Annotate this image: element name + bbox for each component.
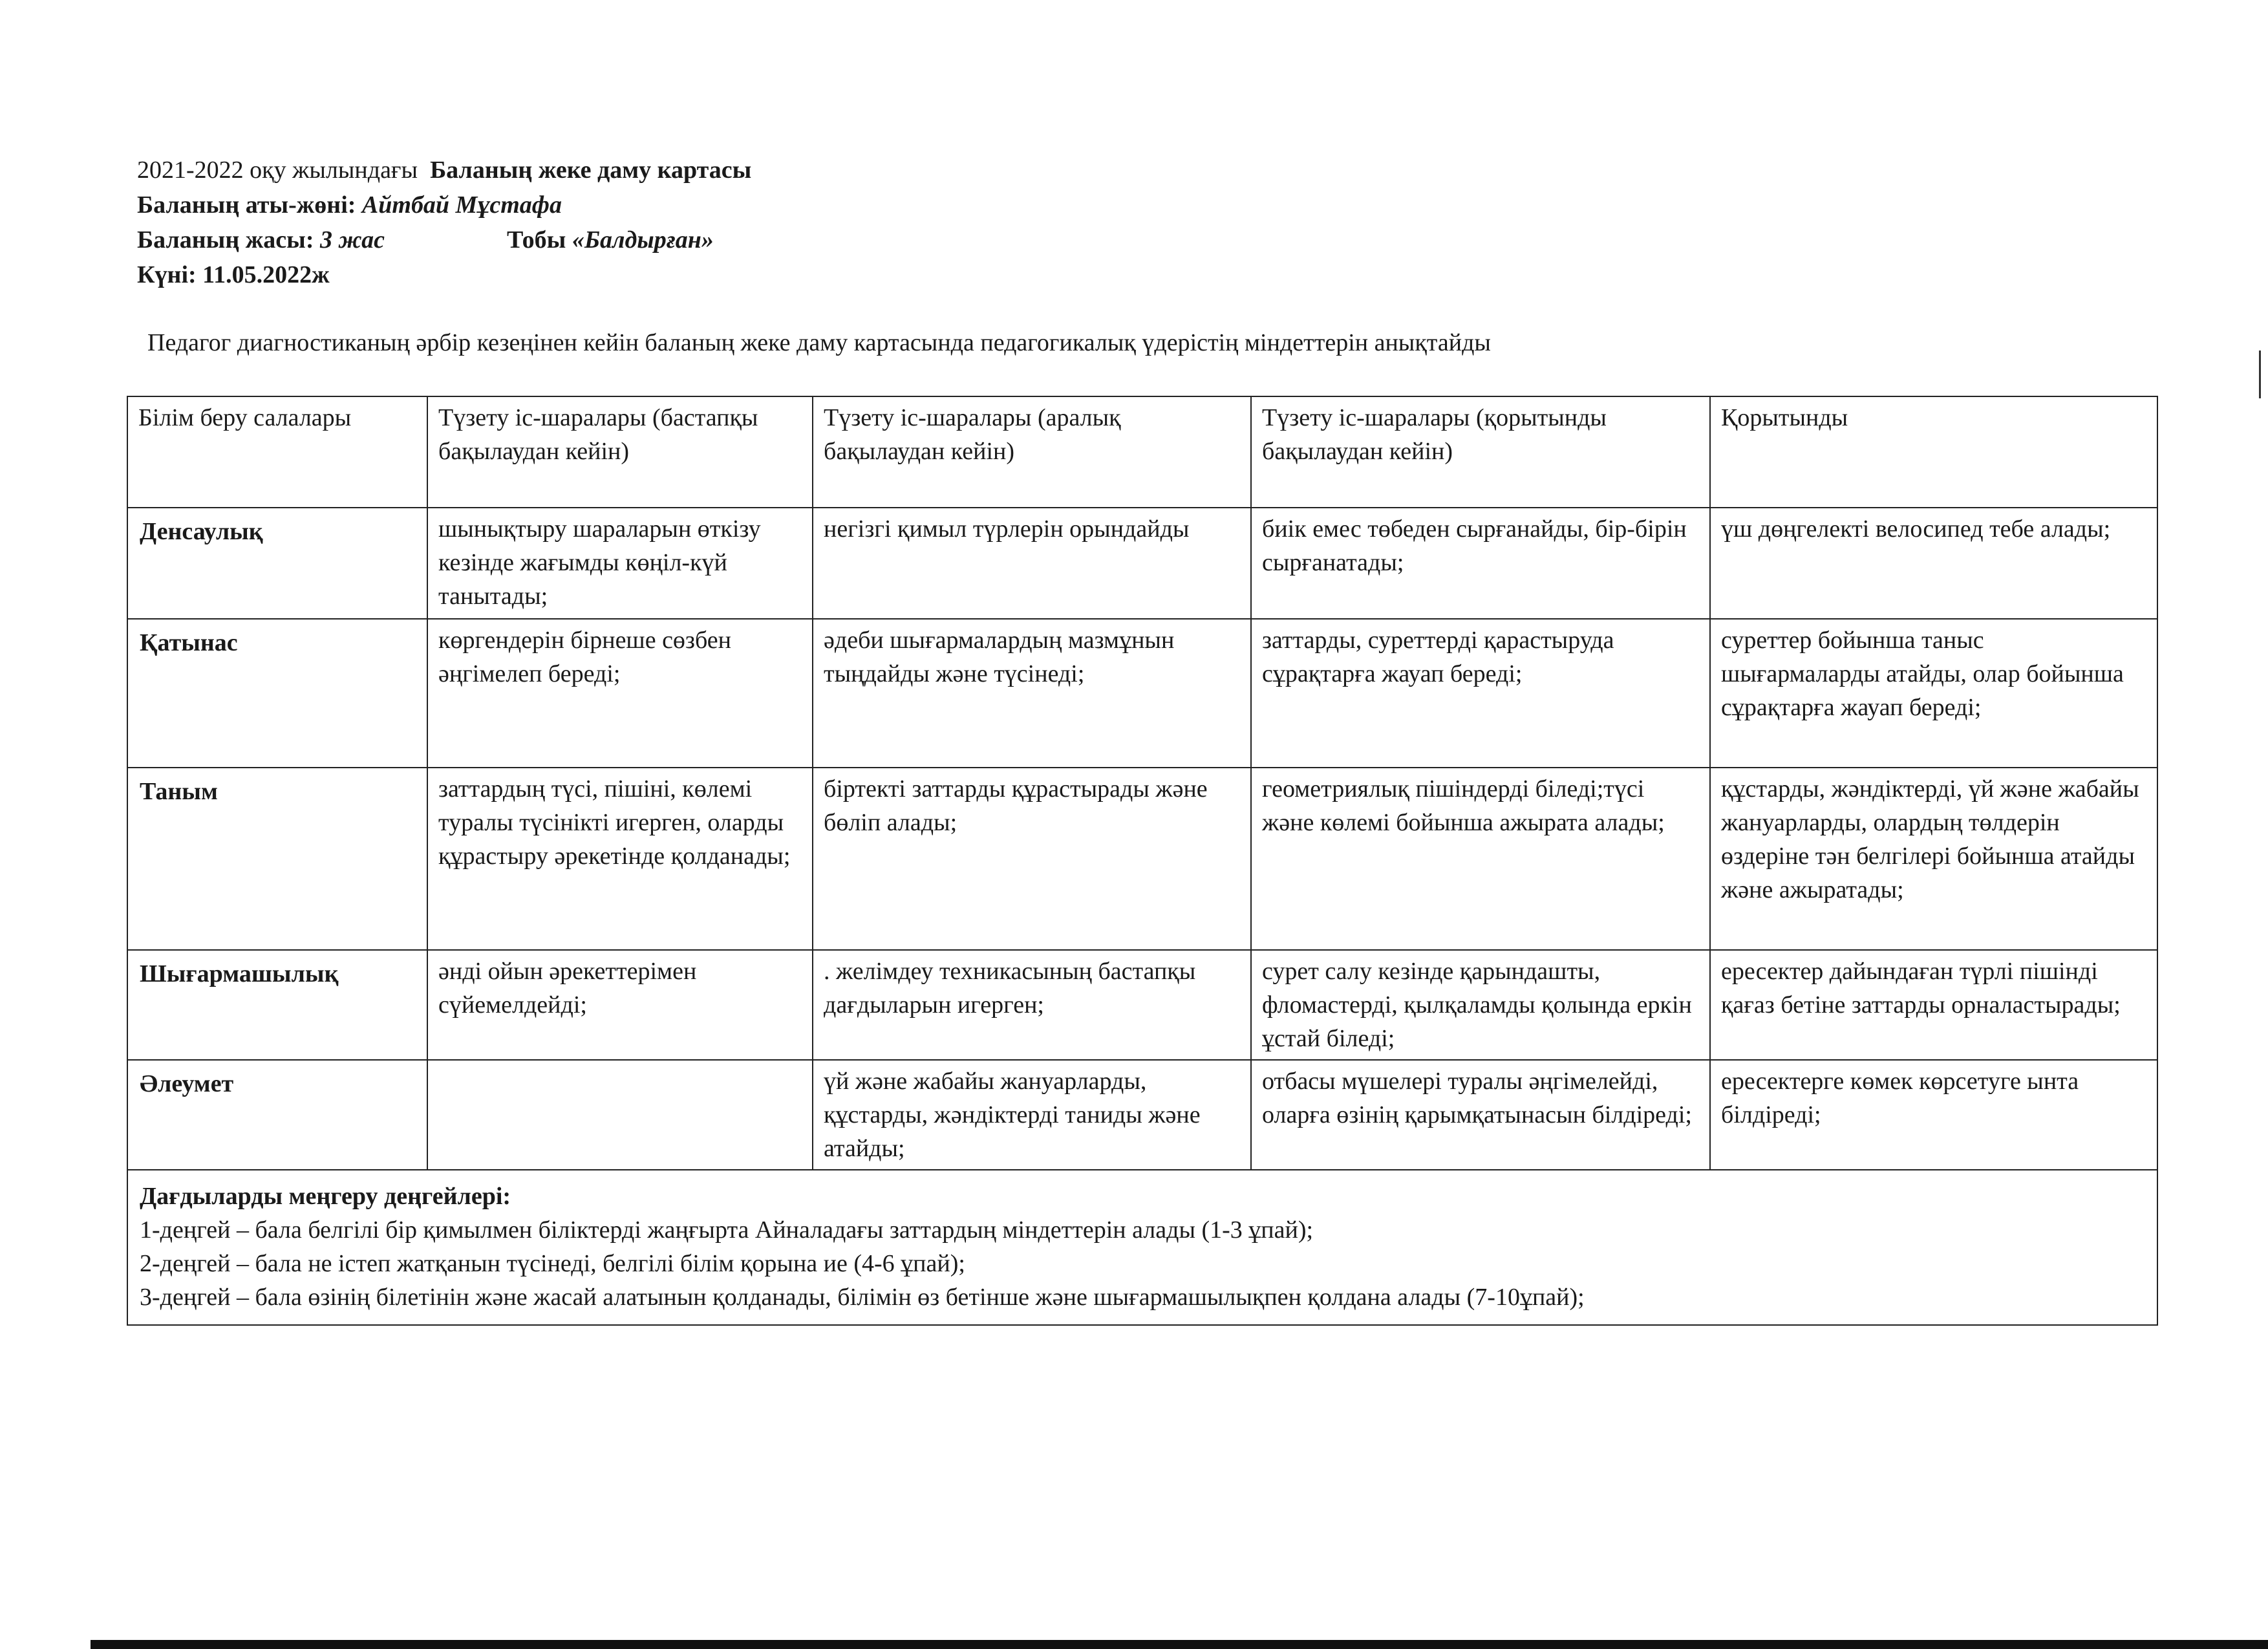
area-cell: Таным [127, 768, 427, 950]
table-cell: ересектерге көмек көрсетуге ынта білдіреді; [1710, 1060, 2157, 1170]
child-name-label: Баланың аты-жөні: [137, 191, 356, 219]
table-cell [427, 1060, 813, 1170]
level-item: 2-деңгей – бала не істеп жатқанын түсінеді, белгілі білім қорына ие (4-6 ұпай); [140, 1250, 965, 1277]
age-group-line [137, 222, 751, 257]
table-row [127, 1060, 2157, 1170]
level-item: 1-деңгей – бала белгілі бір қимылмен біліктерді жаңғырта Айналадағы заттардың міндеттерін алады (1-3 ұпай); [140, 1216, 1314, 1244]
scan-edge-mark [2259, 350, 2261, 398]
table-cell: ересектер дайындаған түрлі пішінді қағаз бетіне заттарды орналастырады; [1710, 950, 2157, 1060]
date-value: 11.05.2022ж [202, 261, 330, 288]
table-row [127, 619, 2157, 768]
table-cell: отбасы мүшелері туралы әңгімелейді, оларға өзінің қарымқатынасын білдіреді; [1251, 1060, 1710, 1170]
table-cell: . желімдеу техникасының бастапқы дағдыларын игерген; [813, 950, 1251, 1060]
development-card-table [127, 396, 2158, 1326]
table-row [127, 950, 2157, 1060]
levels-cell [127, 1170, 2157, 1325]
level-item: 3-деңгей – бала өзінің білетінін және жасай алатынын қолданады, білімін өз бетінше және шығармашылықпен қолдана алады (7-10ұпай); [140, 1284, 1585, 1311]
intro-text: Педагог диагностиканың әрбір кезеңінен кейін баланың жеке даму картасында педагогикалық үдерістің міндеттерін анықтайды [147, 329, 1491, 356]
levels-row [127, 1170, 2157, 1325]
group-label: Тобы [507, 226, 566, 253]
area-cell: Денсаулық [127, 508, 427, 619]
table-cell: суреттер бойынша таныс шығармаларды атайды, олар бойынша сұрақтарға жауап береді; [1710, 619, 2157, 768]
table-cell: шынықтыру шараларын өткізу кезінде жағымды көңіл-күй танытады; [427, 508, 813, 619]
column-header: Түзету іс-шаралары (бастапқы бақылаудан кейін) [427, 396, 813, 508]
table-cell: негізгі қимыл түрлерін орындайды [813, 508, 1251, 619]
document-header [137, 153, 751, 292]
column-header: Түзету іс-шаралары (қорытынды бақылаудан кейін) [1251, 396, 1710, 508]
area-cell: Әлеумет [127, 1060, 427, 1170]
table-cell: заттардың түсі, пішіні, көлемі туралы түсінікті игерген, оларды құрастыру әрекетінде қолданады; [427, 768, 813, 950]
column-header: Түзету іс-шаралары (аралық бақылаудан кейін) [813, 396, 1251, 508]
table-row [127, 508, 2157, 619]
table-cell: әдеби шығармалардың мазмұнын тыңдайды және түсінеді; [813, 619, 1251, 768]
child-age-label: Баланың жасы: [137, 226, 314, 253]
header-title-line [137, 153, 751, 188]
table-cell: геометриялық пішіндерді біледі;түсі және көлемі бойынша ажырата алады; [1251, 768, 1710, 950]
column-header: Білім беру салалары [127, 396, 427, 508]
column-header: Қорытынды [1710, 396, 2157, 508]
date-line [137, 257, 751, 292]
scan-bottom-edge [91, 1640, 2268, 1649]
table-cell: биік емес төбеден сырғанайды, бір-бірін сырғанатады; [1251, 508, 1710, 619]
table-cell: әнді ойын әрекеттерімен сүйемелдейді; [427, 950, 813, 1060]
table-cell: біртекті заттарды құрастырады және бөліп алады; [813, 768, 1251, 950]
table-cell: заттарды, суреттерді қарастыруда сұрақтарға жауап береді; [1251, 619, 1710, 768]
date-label: Күні: [137, 261, 197, 288]
table-row [127, 768, 2157, 950]
table-cell: үш дөңгелекті велосипед тебе алады; [1710, 508, 2157, 619]
academic-year: 2021-2022 оқу жылындағы [137, 156, 418, 184]
levels-title: Дағдыларды меңгеру деңгейлері: [140, 1183, 511, 1210]
group-value: «Балдырған» [572, 226, 714, 253]
child-name-value: Айтбай Мұстафа [361, 191, 562, 219]
child-age-value: 3 жас [319, 226, 385, 253]
child-name-line [137, 188, 751, 222]
table-header-row [127, 396, 2157, 508]
card-title: Баланың жеке даму картасы [430, 156, 752, 184]
area-cell: Шығармашылық [127, 950, 427, 1060]
table-cell: сурет салу кезінде қарындашты, фломастерді, қылқаламды қолында еркін ұстай біледі; [1251, 950, 1710, 1060]
table-cell: үй және жабайы жануарларды, құстарды, жәндіктерді таниды және атайды; [813, 1060, 1251, 1170]
area-cell: Қатынас [127, 619, 427, 768]
table-cell: көргендерін бірнеше сөзбен әңгімелеп береді; [427, 619, 813, 768]
table-cell: құстарды, жәндіктерді, үй және жабайы жануарларды, олардың төлдерін өздеріне тән белгілері бойынша атайды және ажыратады; [1710, 768, 2157, 950]
